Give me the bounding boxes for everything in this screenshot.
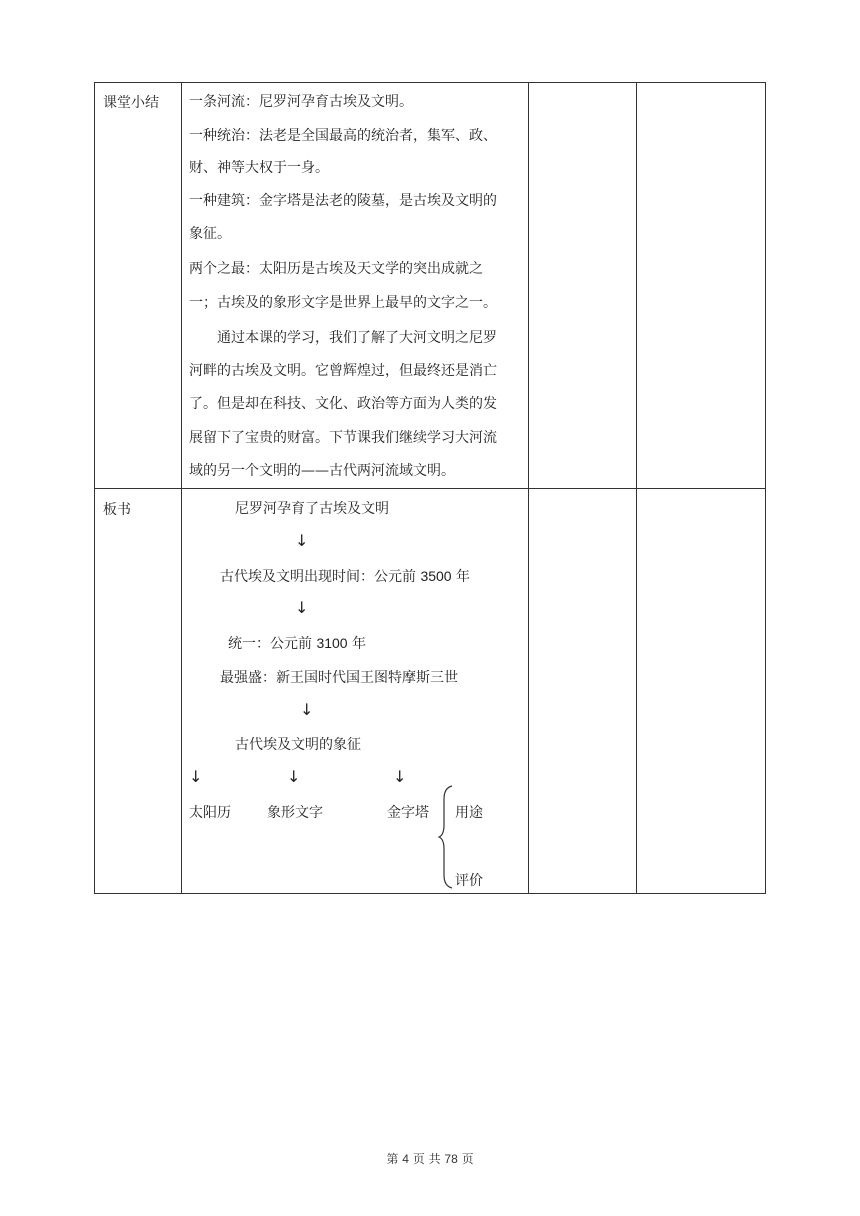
page-footer: 第 4 页 共 78 页 [386,1152,474,1166]
lesson-table [94,82,766,894]
board-title: 尼罗河孕育了古埃及文明 [235,501,389,517]
down-arrow-icon: ↓ [295,531,309,550]
brace-item-evaluation: 评价 [455,873,483,889]
summary-line: 一；古埃及的象形文字是世界上最早的文字之一。 [189,295,497,311]
down-arrow-icon: ↓ [295,598,309,617]
down-arrow-icon: ↓ [189,767,203,786]
board-unification: 统一：公元前 3100 年 [228,635,367,652]
board-item-pyramid: 金字塔 [387,805,429,821]
down-arrow-icon: ↓ [393,767,407,786]
summary-line: 了。但是却在科技、文化、政治等方面为人类的发 [189,396,497,412]
summary-line: 河畔的古埃及文明。它曾辉煌过，但最终还是消亡 [189,363,497,379]
row-label-summary: 课堂小结 [103,95,159,111]
summary-line: 通过本课的学习，我们了解了大河文明之尼罗 [217,330,497,346]
brace-item-purpose: 用途 [455,805,483,821]
down-arrow-icon: ↓ [287,767,301,786]
row-label-board: 板书 [103,502,131,518]
summary-line: 象征。 [189,226,231,242]
row-divider [95,488,765,489]
board-item-solar-calendar: 太阳历 [189,805,231,821]
board-origin-time: 古代埃及文明出现时间：公元前 3500 年 [220,568,471,585]
summary-line: 一种统治：法老是全国最高的统治者，集军、政、 [189,128,497,144]
board-symbol-title: 古代埃及文明的象征 [235,737,361,753]
summary-line: 域的另一个文明的——古代两河流域文明。 [189,463,455,479]
summary-line: 展留下了宝贵的财富。下节课我们继续学习大河流 [189,430,497,446]
board-peak: 最强盛：新王国时代国王图特摩斯三世 [220,670,458,686]
summary-line: 一种建筑：金字塔是法老的陵墓，是古埃及文明的 [189,193,497,209]
summary-line: 财、神等大权于一身。 [189,160,329,176]
down-arrow-icon: ↓ [300,700,314,719]
curly-brace-icon [438,785,454,889]
board-item-hieroglyphs: 象形文字 [267,805,323,821]
summary-line: 两个之最：太阳历是古埃及天文学的突出成就之 [189,261,483,277]
summary-line: 一条河流：尼罗河孕育古埃及文明。 [189,94,413,110]
